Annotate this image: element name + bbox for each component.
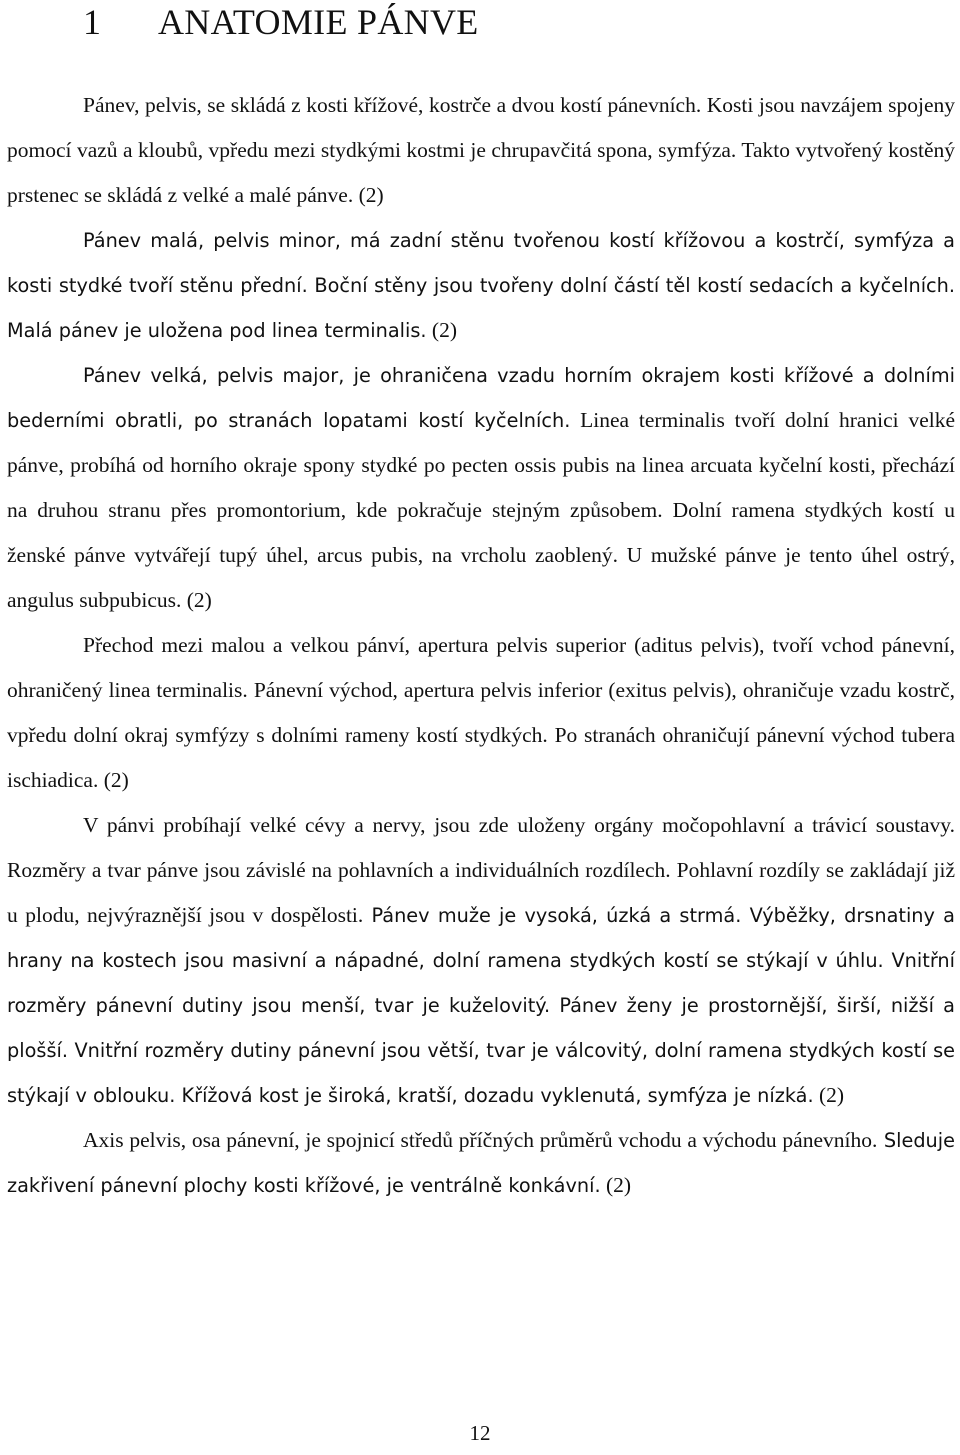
paragraph-text: (2) — [600, 1173, 632, 1197]
paragraph-text: Sleduje zakřivení pánevní plochy kosti křížové, je ventrálně konkávní. — [7, 1129, 955, 1197]
paragraph-text: Pánev velká, pelvis major, je ohraničena vzadu horním okrajem kosti křížové a dolními bederními obratli, po stranách lopatami kostí kyčelních. — [7, 364, 955, 432]
paragraph-text: Axis pelvis, osa pánevní, je spojnicí středů příčných průměrů vchodu a východu pánevního. — [83, 1128, 878, 1152]
chapter-title: ANATOMIE PÁNVE — [158, 2, 479, 42]
paragraph-text: Přechod mezi malou a velkou pánví, apertura pelvis superior (aditus pelvis), tvoří vchod pánevní, ohraničený linea terminalis. Pánevní východ, apertura pelvis inferior (exitus pelvis), ohraničuje vzadu kostrč, vpředu dolní okraj symfýzy s dolními rameny kostí stydkých. Po stranách ohraničují pánevní východ tubera ischiadica. (2) — [7, 633, 955, 792]
chapter-heading — [83, 2, 479, 42]
paragraph-text: V pánvi probíhají velké cévy a nervy, jsou zde uloženy orgány močopohlavní a trávicí soustavy. Rozměry a tvar pánve jsou závislé na pohlavních a individuálních rozdílech. Pohlavní rozdíly se zakládají již u plodu, nejvýraznější jsou v dospělosti. — [7, 813, 955, 927]
paragraph-text: (2) — [426, 318, 457, 342]
paragraph — [7, 623, 955, 803]
paragraph — [7, 218, 955, 353]
paragraph-text: (2) — [813, 1083, 845, 1107]
paragraph — [7, 1118, 955, 1208]
paragraph-text: Pánev malá, pelvis minor, má zadní stěnu tvořenou kostí křížovou a kostrčí, symfýza a kosti stydké tvoří stěnu přední. Boční stěny jsou tvořeny dolní částí těl kostí sedacích a kyčelních. Malá pánev je uložena pod linea terminalis. — [7, 229, 955, 342]
body-text — [7, 83, 955, 1208]
paragraph-text: Pánev, pelvis, se skládá z kosti křížové, kostrče a dvou kostí pánevních. Kosti jsou navzájem spojeny pomocí vazů a kloubů, vpředu mezi stydkými kostmi je chrupavčitá spona, symfýza. Takto vytvořený kostěný prstenec se skládá z velké a malé pánve. (2) — [7, 93, 955, 207]
paragraph — [7, 83, 955, 218]
page-number: 12 — [469, 1421, 491, 1445]
paragraph — [7, 803, 955, 1118]
chapter-number: 1 — [83, 2, 102, 42]
paragraph-text: Pánev muže je vysoká, úzká a strmá. Výběžky, drsnatiny a hrany na kostech jsou masivní a nápadné, dolní ramena stydkých kostí se stýkají v úhlu. Vnitřní rozměry pánevní dutiny jsou menší, tvar je kuželovitý. Pánev ženy je prostornější, širší, nižší a plošší. Vnitřní rozměry dutiny pánevní jsou větší, tvar je válcovitý, dolní ramena stydkých kostí se stýkají v oblouku. Křížová kost je široká, kratší, dozadu vyklenutá, symfýza je nízká. — [7, 904, 955, 1107]
paragraph-text: Linea terminalis tvoří dolní hranici velké pánve, probíhá od horního okraje spony stydké po pecten ossis pubis na linea arcuata kyčelní kosti, přechází na druhou stranu přes promontorium, kde pokračuje stejným způsobem. Dolní ramena stydkých kostí u ženské pánve vytvářejí tupý úhel, arcus pubis, na vrcholu zaoblený. U mužské pánve je tento úhel ostrý, angulus subpubicus. (2) — [7, 408, 955, 612]
paragraph — [7, 353, 955, 623]
